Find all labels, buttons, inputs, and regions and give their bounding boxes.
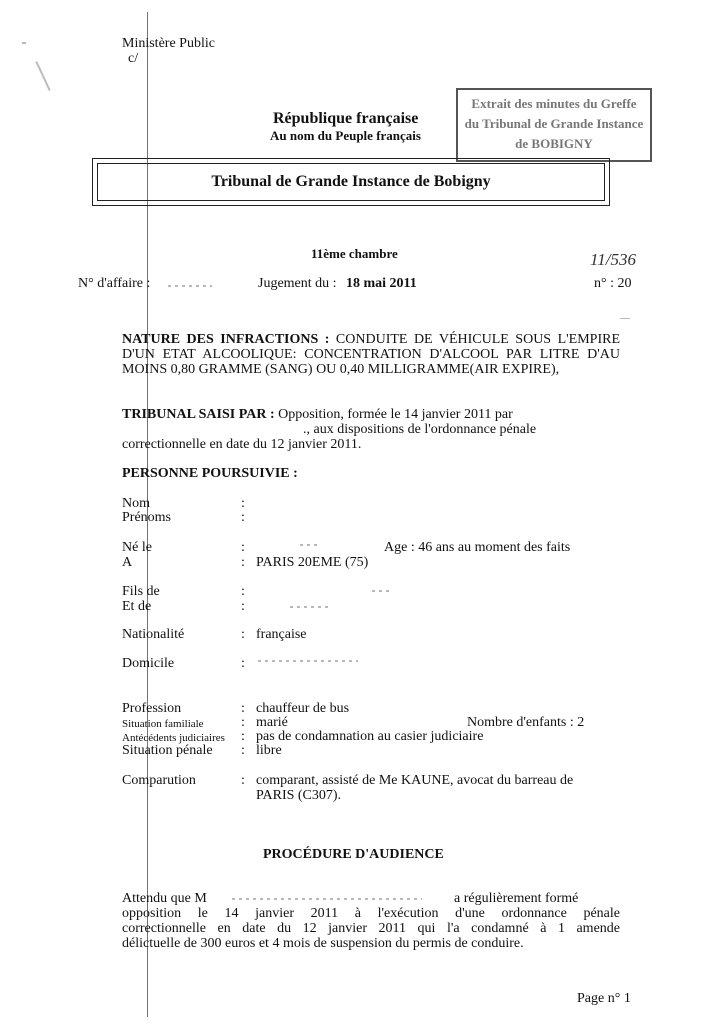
redacted-mother-name: [290, 606, 330, 608]
nationalite-colon: :: [241, 627, 245, 642]
comparution-colon: :: [241, 773, 245, 788]
saisi-text-1: Opposition, formée le 14 janvier 2011 par: [278, 407, 513, 422]
personne-title: PERSONNE POURSUIVIE :: [122, 466, 298, 481]
numero-jugement: n° : 20: [594, 276, 632, 291]
prenoms-colon: :: [241, 510, 245, 525]
fils-de-colon: :: [241, 584, 245, 599]
tribunal-title: Tribunal de Grande Instance de Bobigny: [97, 163, 605, 201]
procedure-line-1a: Attendu que M: [122, 891, 207, 906]
saisi-line-1: [122, 407, 513, 423]
page-number: Page n° 1: [577, 991, 631, 1006]
nombre-enfants: Nombre d'enfants : 2: [467, 715, 585, 730]
republique-title: République française: [273, 110, 419, 127]
prenoms-label: Prénoms: [122, 510, 171, 525]
age-value: Age : 46 ans au moment des faits: [384, 540, 571, 555]
redacted-father-name: [372, 590, 390, 592]
ministere-public: Ministère Public: [122, 36, 215, 51]
ne-le-colon: :: [241, 540, 245, 555]
ne-le-label: Né le: [122, 540, 152, 555]
antecedents-value: pas de condamnation au casier judiciaire: [256, 729, 484, 744]
handwritten-reference: 11/536: [590, 250, 636, 269]
saisi-line-3: correctionnelle en date du 12 janvier 2011.: [122, 437, 362, 452]
procedure-title: PROCÉDURE D'AUDIENCE: [263, 847, 444, 862]
et-de-colon: :: [241, 599, 245, 614]
contre-label: c/: [128, 51, 139, 66]
nature-text: CONDUITE DE VÉHICULE SOUS L'EMPIRE D'UN ETAT ALCOOLIQUE: CONCENTRATION D'ALCOOL PAR LITRE D'AU MOINS 0,80 GRAMME (SANG) OU 0,40 MILLIGRAMME(AIR EXPIRE),: [122, 332, 620, 377]
redacted-defendant-name: [232, 898, 422, 900]
saisi-text-2: ., aux dispositions de l'ordonnance pénale: [303, 422, 537, 437]
redacted-birth-date: [300, 544, 318, 546]
domicile-colon: :: [241, 656, 245, 671]
stamp-line-3: de BOBIGNY: [515, 136, 593, 151]
jugement-label: Jugement du :: [258, 276, 337, 291]
situation-penale-value: libre: [256, 743, 282, 758]
redacted-affaire-number: [168, 285, 212, 287]
comparution-label: Comparution: [122, 773, 196, 788]
procedure-line-1b: a régulièrement formé: [454, 891, 579, 906]
profession-label: Profession: [122, 701, 182, 716]
greffe-stamp: [456, 88, 652, 162]
situation-familiale-colon: :: [241, 715, 245, 730]
procedure-line-4: délictuelle de 300 euros et 4 mois de suspension du permis de conduire.: [122, 936, 524, 951]
scan-mark-dash: [620, 318, 630, 319]
nature-infractions: [122, 332, 620, 377]
affaire-label: N° d'affaire :: [78, 276, 151, 291]
tribunal-box: [92, 158, 610, 206]
chambre-label: 11ème chambre: [311, 246, 398, 261]
procedure-line-3: correctionnelle en date du 12 janvier 2011 qui l'a condamné à 1 amende: [122, 921, 620, 936]
redacted-address: [258, 660, 358, 662]
scan-mark: [35, 61, 50, 91]
domicile-label: Domicile: [122, 656, 175, 671]
profession-value: chauffeur de bus: [256, 701, 350, 716]
saisi-title: TRIBUNAL SAISI PAR :: [122, 407, 275, 422]
nom-label: Nom: [122, 496, 150, 511]
situation-familiale-label: Situation familiale: [122, 718, 204, 730]
scan-mark-dot: [22, 42, 26, 44]
et-de-label: Et de: [122, 599, 152, 614]
nom-colon: :: [241, 496, 245, 511]
comparution-value-2: PARIS (C307).: [256, 788, 342, 803]
jugement-date: 18 mai 2011: [346, 276, 417, 291]
procedure-line-2: opposition le 14 janvier 2011 à l'exécution d'une ordonnance pénale: [122, 906, 620, 921]
nationalite-label: Nationalité: [122, 627, 185, 642]
a-label: A: [122, 555, 133, 570]
saisi-line-2: [303, 422, 620, 438]
antecedents-label: Antécédents judiciaires: [122, 732, 225, 744]
antecedents-colon: :: [241, 729, 245, 744]
a-colon: :: [241, 555, 245, 570]
stamp-line-2: du Tribunal de Grande Instance: [464, 116, 644, 131]
situation-penale-colon: :: [241, 743, 245, 758]
nature-title: NATURE DES INFRACTIONS :: [122, 332, 330, 347]
comparution-value-1: comparant, assisté de Me KAUNE, avocat du barreau de: [256, 773, 574, 788]
stamp-line-1: Extrait des minutes du Greffe: [471, 96, 637, 111]
nationalite-value: française: [256, 627, 307, 642]
profession-colon: :: [241, 701, 245, 716]
fils-de-label: Fils de: [122, 584, 160, 599]
situation-familiale-value: marié: [256, 715, 288, 730]
situation-penale-label: Situation pénale: [122, 743, 213, 758]
peuple-subtitle: Au nom du Peuple français: [270, 128, 421, 143]
a-value: PARIS 20EME (75): [256, 555, 369, 570]
